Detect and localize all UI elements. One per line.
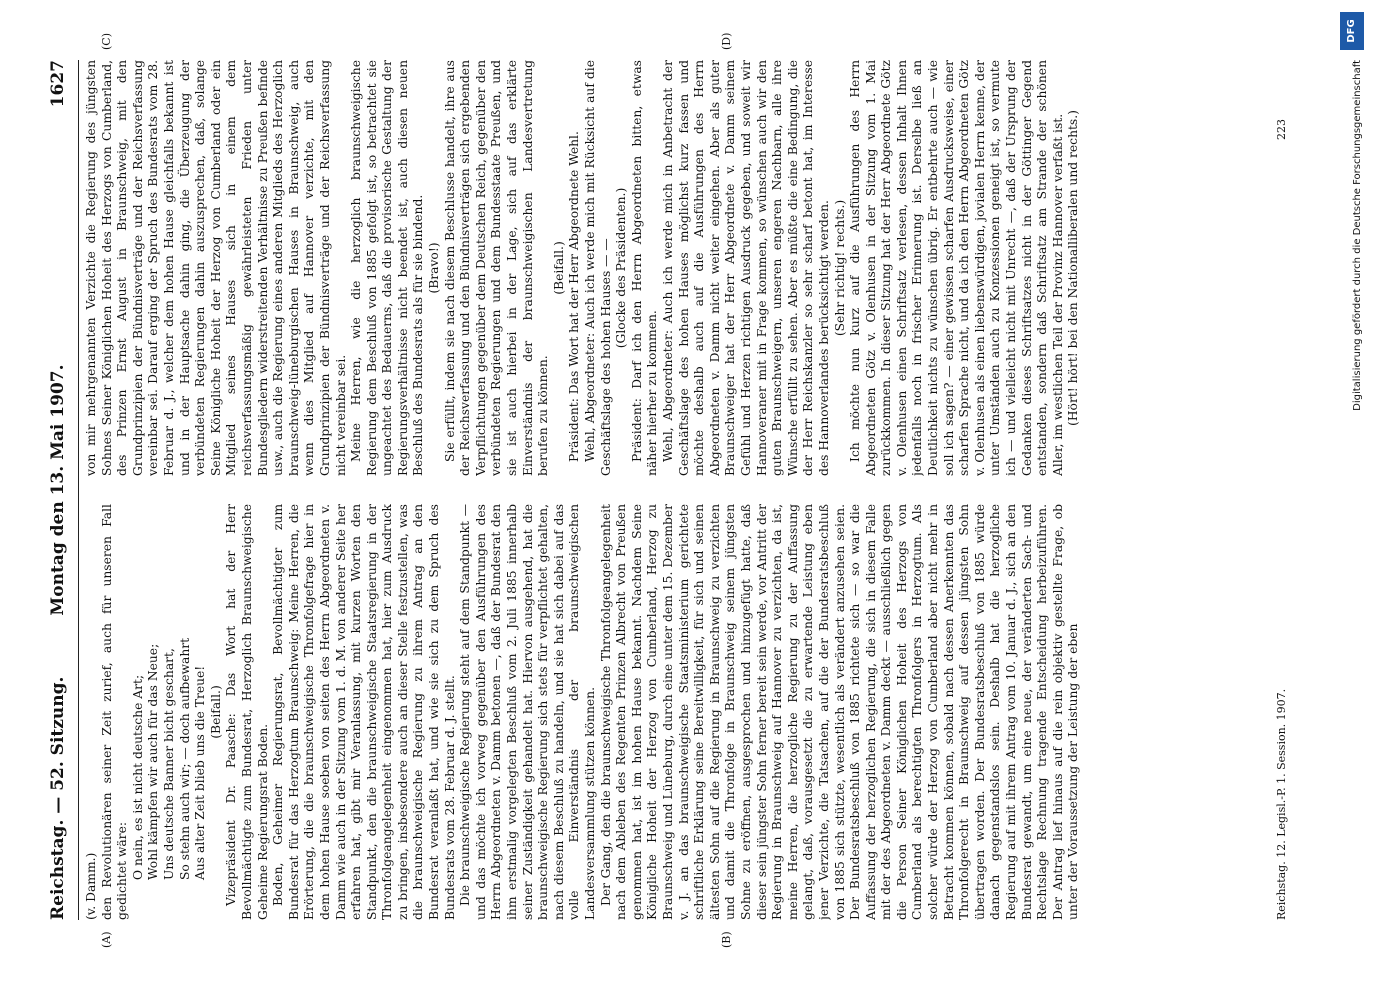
poem-line: So stehn auch wir; — doch aufbewahrt xyxy=(177,637,192,880)
right-para-6: Wehl, Abgeordneter: Auch ich werde mich in Anbetracht der Geschäftslage des hohen Hauses möglichst kurz fassen und möchte deshalb auch auf die Ausführungen des Herrn Abgeordneten v. Damm nicht weiter eingehen. Aber als guter Braunschweiger hat der Herr Abgeordnete v. Damm seinem Gefühl und Herzen richtigen Ausdruck gegeben, und soweit wir Hannoveraner mit in Frage kommen, so wünschen auch wir den guten Braunschweigern, unseren engeren Nachbarn, alle ihre Wünsche erfüllt zu sehen. Aber es müßte die eine Bedingung, die der Herr Reichskanzler so sehr scharf betont hat, im Interesse des Hannoverlandes berücksichtigt werden. xyxy=(660,60,831,476)
interjection-glocke: (Glocke des Präsidenten.) xyxy=(614,187,629,349)
poem-line: Wohl kämpfen wir auch für das Neue; xyxy=(146,643,161,880)
right-para-3: Präsident: Das Wort hat der Herr Abgeordnete Wehl. xyxy=(567,131,582,462)
margin-mark-d: (D) xyxy=(720,32,733,50)
poem-line: Aus alter Zeit blieb uns die Treue! xyxy=(193,665,208,880)
header-rule xyxy=(78,60,79,920)
footer-sheet-number: 223 xyxy=(1275,119,1288,140)
poem-line: Uns deutsche Banner bicht geschart, xyxy=(161,648,176,880)
interjection-beifall: (Beifall.) xyxy=(551,241,566,295)
left-para-0: den Revolutionären seiner Zeit zurief, auch für unseren Fall gedichtet wäre: xyxy=(99,504,130,920)
right-column xyxy=(84,60,1264,476)
poem-line: O nein, es ist nicht deutsche Art; xyxy=(130,674,145,880)
speaker-head: (v. Damm.) xyxy=(84,852,98,920)
left-column xyxy=(84,504,1264,920)
left-para-3: Die braunschweigische Regierung steht auf dem Standpunkt — und das möchte ich vorweg gegenüber den Ausführungen des Herrn Abgeordneten v. Damm betonen —, daß der Bundesrat den ihm erstmalig vorgelegten Beschluß vom 2. Juli 1885 innerhalb seiner Zuständigkeit gehandelt hat. Hiervon ausgehend, hat die braunschweigische Regierung sich stets für verpflichtet gehalten, nach diesem Beschluß zu handeln, und sie hat sich dabei auf das volle Einverständnis der braunschweigischen Landesversammlung stützen können. xyxy=(458,504,597,920)
page-header xyxy=(48,60,76,920)
right-para-2: Sie erfüllt, indem sie nach diesem Beschlusse handelt, ihre aus der Reichsverfassung und den Bündnisverträgen sich ergebenden Verpflichtungen gegenüber dem Deutschen Reich, gegenüber den verbündeten Regierungen und dem Bundesstaate Preußen, und sie ist auch hierbei in der Lage, sich auf das erklärte Einverständnis der braunschweigischen Landesvertretung berufen zu können. xyxy=(442,60,551,476)
left-para-1: Vizepräsident Dr. Paasche: Das Wort hat der Herr Bevollmächtigte zum Bundesrat, Herzoglich Braunschweigische Geheime Regierungsrat Boden. xyxy=(224,504,270,920)
interjection-bravo: (Bravo!) xyxy=(427,242,442,294)
header-page-number: 1627 xyxy=(48,60,68,108)
interjection-sehr-richtig: (Sehr richtig! rechts.) xyxy=(832,199,847,337)
footer-left: Reichstag. 12. Legisl.-P. 1. Session. 1907. xyxy=(1275,688,1288,920)
right-para-0: von mir mehrgenannten Verzichte die Regierung des jüngsten Sohnes Seiner Königlichen Hoheit des Herzogs von Cumberland, des Prinzen Ernst August in Braunschweig, mit den Grundprinzipien der Bündnisverträge und der Reichsverfassung vereinbar sei. Darauf erging der Spruch des Bundesrats vom 28. Februar d. J., welcher dem hohen Hause gleichfalls bekannt ist und in der Hauptsache dahin ging, die Überzeugung der verbündeten Regierungen dahin auszusprechen, daß, solange Seine Königliche Hoheit der Herzog von Cumberland oder ein Mitglied seines Hauses sich in einem dem reichsverfassungsmäßig gewährleisteten Frieden unter Bundesgliedern widerstreitenden Verhältnisse zu Preußen befinde usw., auch die Regierung eines anderen Mitglieds des Herzoglich braunschweig-lüneburgischen Hauses in Braunschweig, auch wenn dies Mitglied auf Hannover verzichte, mit den Grundprinzipien der Bündnisverträge und der Reichsverfassung nicht vereinbar sei. xyxy=(84,60,348,476)
interjection-hoert: (Hört! hört! bei den Nationalliberalen und rechts.) xyxy=(1066,110,1081,426)
right-para-5: Präsident: Darf ich den Herrn Abgeordneten bitten, etwas näher hierher zu kommen. xyxy=(629,60,660,476)
applause: (Beifall.) xyxy=(208,685,223,739)
margin-mark-b: (B) xyxy=(720,931,733,948)
right-para-4: Wehl, Abgeordneter: Auch ich werde mich mit Rücksicht auf die Geschäftslage des hohen Hauses — — xyxy=(583,60,613,476)
margin-mark-c: (C) xyxy=(100,33,113,50)
header-session: Reichstag. — 52. Sitzung. xyxy=(48,676,68,920)
dfg-logo: DFG xyxy=(1340,12,1364,50)
right-para-7: Ich möchte nun kurz auf die Ausführungen des Herrn Abgeordneten Götz v. Olenhusen in der Sitzung vom 1. Mai zurückkommen. In dieser Sitzung hat der Herr Abgeordnete Götz v. Olenhusen einen Schriftsatz verlesen, dessen Inhalt Ihnen jedenfalls noch in frischer Erinnerung ist. Derselbe ließ an Deutlichkeit nichts zu wünschen übrig. Er entbehrte auch — wie soll ich sagen? — einer gewissen scharfen Ausdrucksweise, einer scharfen Sprache nicht, und da ich den Herrn Abgeordneten Götz v. Olenhusen als einen liebenswürdigen, jovialen Herrn kenne, der unter Umständen auch zu Konzessionen geneigt ist, so vermute ich — und vielleicht nicht mit Unrecht —, daß der Ursprung der Gedanken dieses Schriftsatzes nicht in der Göttinger Gegend entstanden, sondern daß Schriftsatz am Strande der schönen Aller, im westlichen Teil der Provinz Hannover verfaßt ist. xyxy=(848,60,1065,476)
header-date: Montag den 13. Mai 1907. xyxy=(48,364,68,616)
left-para-2: Boden, Geheimer Regierungsrat, Bevollmächtigter zum Bundesrat für das Herzogtum Braunschweig: Meine Herren, die Erörterung, die die braunschweigische Thronfolgefrage hier in dem hohen Hause soeben von seiten des Herrn Abgeordneten v. Damm wie auch in der Sitzung vom 1. d. M. von anderer Seite her erfahren hat, gibt mir Veranlassung, mit kurzen Worten den Standpunkt, den die braunschweigische Staatsregierung in der Thronfolgeangelegenheit eingenommen hat, hier zum Ausdruck zu bringen, insbesondere auch an dieser Stelle festzustellen, was die braunschweigische Regierung zu ihrem Antrag an den Bundesrat veranlaßt hat, und wie sie sich zu dem Spruch des Bundesrats vom 28. Februar d. J. stellt. xyxy=(271,504,457,920)
left-para-4: Der Gang, den die braunschweigische Thronfolgeangelegenheit nach dem Ableben des Regenten Prinzen Albrecht von Preußen genommen hat, ist im hohen Hause bekannt. Nachdem Seine Königliche Hoheit der Herzog von Cumberland, Herzog zu Braunschweig und Lüneburg, durch eine unter dem 15. Dezember v. J. an das braunschweigische Staatsministerium gerichtete schriftliche Erklärung seine Bereitwilligkeit, für sich und seinen ältesten Sohn auf die Regierung in Braunschweig zu verzichten und damit die Thronfolge in Braunschweig seinem jüngsten Sohne zu eröffnen, ausgesprochen und hinzugefügt hatte, daß dieser sein jüngster Sohn ferner bereit sein werde, vor Antritt der Regierung in Braunschweig auf Hannover zu verzichten, da ist, meine Herren, die herzogliche Regierung zu der Auffassung gelangt, daß, vorausgesetzt die zu erwartende Leistung eben jener Verzichte, die Tatsachen, auf die der Bundesratsbeschluß von 1885 sich stützte, wesentlich als verändert anzusehen seien. Der Bundesratsbeschluß von 1885 richtete sich — so war die Auffassung der herzoglichen Regierung, die sich in diesem Falle mit der des Abgeordneten v. Damm deckt — ausschließlich gegen die Person Seiner Königlichen Hoheit des Herzogs von Cumberland als berechtigten Thronfolgers in Herzogtum. Als solcher würde der Herzog von Cumberland aber nicht mehr in Betracht kommen können, sobald nach dessen Anerkennten das Thronfolgerecht in Braunschweig auf dessen jüngsten Sohn übertragen worden. Der Bundesratsbeschluß von 1885 würde danach gegenstandslos sein. Deshalb hat die herzogliche Regierung auf mit ihrem Antrag vom 10. Januar d. J., sich an den Bundesrat gewandt, um eine neue, der veränderten Sach- und Rechtslage Rechnung tragende Entscheidung herbeizuführen. Der Antrag lief hinaus auf die rein objektiv gestellte Frage, ob unter der Voraussetzung der Leistung der eben xyxy=(598,504,1081,920)
right-para-1: Meine Herren, wie die herzoglich braunschweigische Regierung dem Beschluß von 1885 gefolgt ist, so betrachtet sie ungeachtet des Bedauerns, daß die provisorische Gestaltung der Regierungsverhältnisse nicht beendet ist, auch diesen neuen Beschluß des Bundesrats als für sie bindend. xyxy=(349,60,426,476)
digitization-note: Digitalisierung gefördert durch die Deutsche Forschungsgemeinschaft xyxy=(1352,60,1363,411)
margin-mark-a: (A) xyxy=(100,931,113,948)
